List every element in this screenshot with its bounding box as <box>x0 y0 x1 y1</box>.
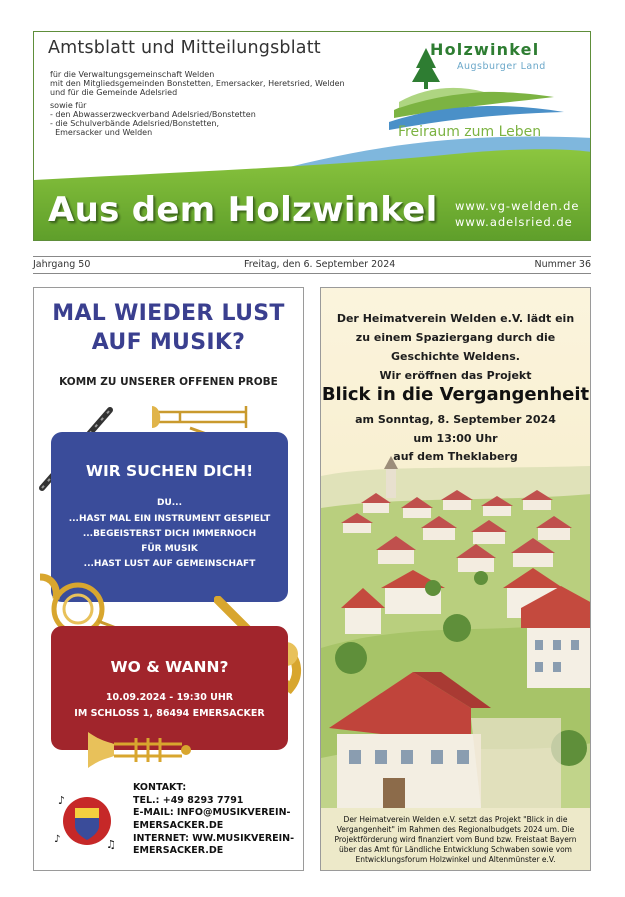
music-ad <box>33 287 304 871</box>
newspaper-title: Aus dem Holzwinkel <box>48 190 438 230</box>
music-heading: AUF MUSIK? <box>91 330 246 355</box>
funding-note-line: Entwicklungsforum Holzwinkel und Altenmünster e.V. <box>355 855 556 864</box>
svg-text:♪: ♪ <box>58 794 66 807</box>
wanted-line: ...HAST MAL EIN INSTRUMENT GESPIELT <box>68 514 271 524</box>
brand-slogan: Freiraum zum Leben <box>398 124 542 140</box>
masthead-line: - die Schulverbände Adelsried/Bonstetten, <box>50 119 219 128</box>
club-logo <box>52 786 122 856</box>
masthead <box>33 31 591 241</box>
issue-info-bar <box>33 256 591 274</box>
event-time: um 13:00 Uhr <box>413 432 498 445</box>
issue-number: Nummer 36 <box>534 259 591 270</box>
funding-note-line: über das Amt für Ländliche Entwicklung Schwaben sowie vom <box>339 845 572 854</box>
funding-note-line: Vergangenheit" im Rahmen des Regionalbudgets 2024 um. Die <box>336 825 575 834</box>
brand-name: Holzwinkel <box>430 40 540 59</box>
contact-email[interactable]: EMERSACKER.DE <box>133 820 224 831</box>
music-heading: MAL WIEDER LUST <box>52 301 285 326</box>
url-link[interactable]: www.adelsried.de <box>455 215 573 229</box>
wanted-line: FÜR MUSIK <box>141 544 198 554</box>
event-date: am Sonntag, 8. September 2024 <box>355 413 556 426</box>
masthead-line: Emersacker und Welden <box>50 128 153 137</box>
music-subheading: KOMM ZU UNSERER OFFENEN PROBE <box>59 376 278 388</box>
funding-note-line: Der Heimatverein Welden e.V. setzt das Projekt "Blick in die <box>343 815 568 824</box>
funding-note-line: Projektförderung wird finanziert vom Bund bzw. Freistaat Bayern <box>334 835 577 844</box>
masthead-line: für die Verwaltungsgemeinschaft Welden <box>50 70 215 79</box>
masthead-title: Amtsblatt und Mitteilungsblatt <box>48 38 321 58</box>
event-location: auf dem Theklaberg <box>393 450 518 463</box>
url-link[interactable]: www.vg-welden.de <box>455 199 580 213</box>
masthead-line: mit den Mitgliedsgemeinden Bonstetten, Emersacker, Heretsried, Welden <box>50 79 345 88</box>
contact-email[interactable]: E-MAIL: INFO@MUSIKVEREIN- <box>133 807 291 818</box>
invitation-line: zu einem Spaziergang durch die <box>355 331 556 344</box>
trumpet-icon <box>86 728 196 774</box>
contact-website[interactable]: EMERSACKER.DE <box>133 845 224 856</box>
invitation-line: Geschichte Weldens. <box>391 350 520 363</box>
invitation-line: Der Heimatverein Welden e.V. lädt ein <box>336 312 575 325</box>
event-location: IM SCHLOSS 1, 86494 EMERSACKER <box>74 708 265 719</box>
wanted-line: ...BEGEISTERST DICH IMMERNOCH <box>82 529 257 539</box>
wanted-title: WIR SUCHEN DICH! <box>85 462 254 480</box>
wanted-line: DU... <box>156 498 183 508</box>
volume-number: Jahrgang 50 <box>33 259 91 270</box>
contact-label: KONTAKT: <box>133 782 187 793</box>
project-title: Blick in die Vergangenheit <box>321 384 590 405</box>
when-where-title: WO & WANN? <box>110 658 229 676</box>
invitation-line: Wir eröffnen das Projekt <box>379 369 532 382</box>
issue-date: Freitag, den 6. September 2024 <box>244 259 396 270</box>
heritage-walk-ad <box>320 287 591 871</box>
masthead-line: sowie für <box>50 101 87 110</box>
event-datetime: 10.09.2024 - 19:30 UHR <box>105 692 234 703</box>
masthead-line: - den Abwasserzweckverband Adelsried/Bonstetten <box>50 110 256 119</box>
svg-text:♪: ♪ <box>54 834 61 845</box>
contact-website[interactable]: INTERNET: WW.MUSIKVEREIN- <box>133 833 295 844</box>
brand-subtitle: Augsburger Land <box>457 61 546 72</box>
masthead-line: und für die Gemeinde Adelsried <box>50 88 178 97</box>
wanted-line: ...HAST LUST AUF GEMEINSCHAFT <box>83 559 256 569</box>
svg-text:♫: ♫ <box>106 838 116 851</box>
contact-phone[interactable]: TEL.: +49 8293 7791 <box>133 795 244 806</box>
